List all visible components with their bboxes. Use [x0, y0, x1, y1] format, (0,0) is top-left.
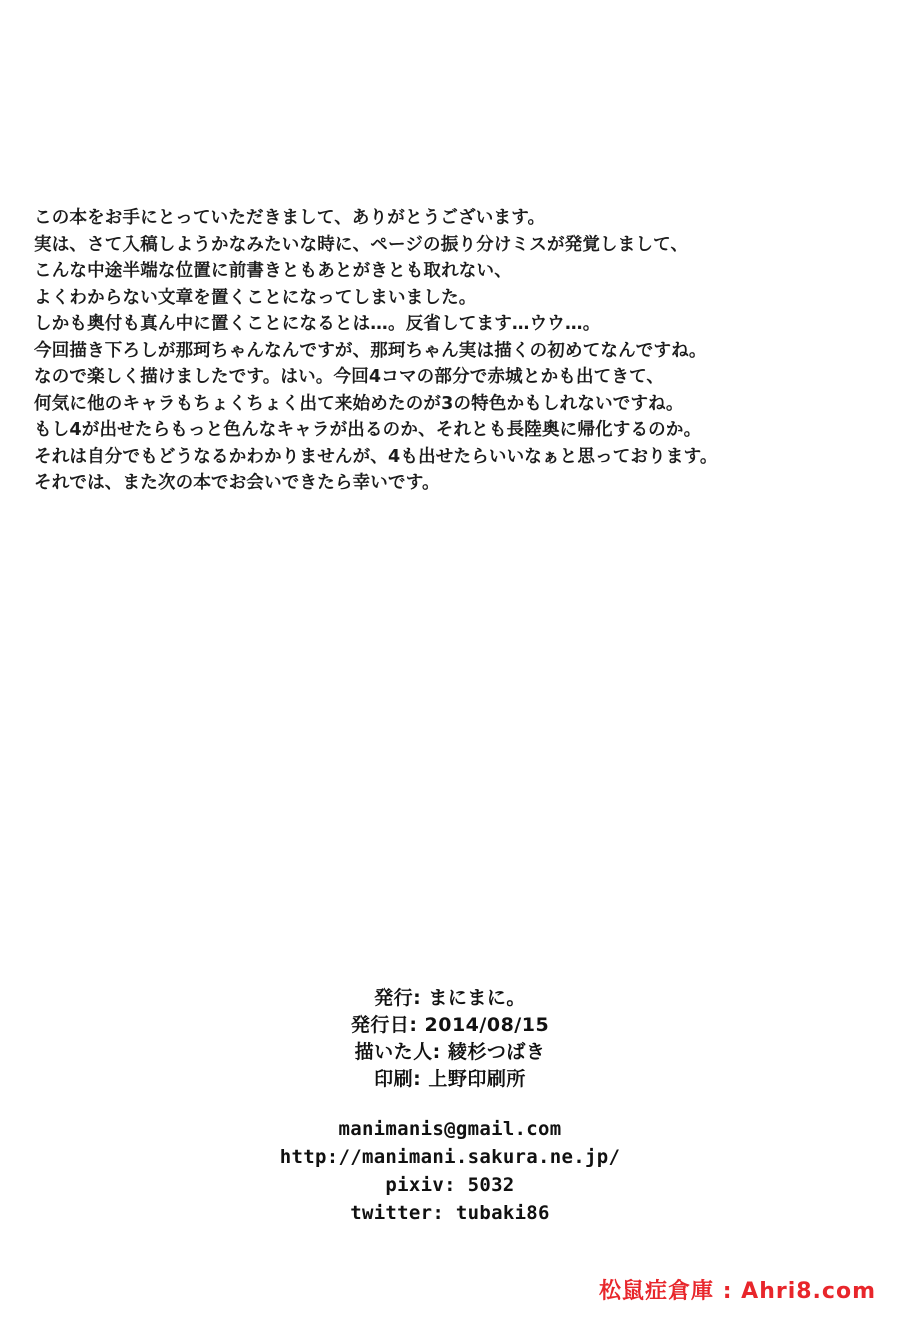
afterword-line: この本をお手にとっていただきまして、ありがとうございます。 — [34, 208, 546, 228]
afterword-line: もし4が出せたらもっと色んなキャラが出るのか、それとも長陸奥に帰化するのか。 — [34, 420, 702, 440]
colophon-spacer — [0, 1093, 900, 1115]
afterword-line: なので楽しく描けましたです。はい。今回4コマの部分で赤城とかも出てきて、 — [34, 367, 665, 387]
afterword-line: しかも奥付も真ん中に置くことになるとは…。反省してます…ウウ…。 — [34, 314, 601, 334]
colophon-printer: 印刷: 上野印刷所 — [374, 1068, 526, 1090]
afterword-line: 今回描き下ろしが那珂ちゃんなんですが、那珂ちゃん実は描くの初めてなんですね。 — [34, 340, 707, 361]
colophon-block — [0, 985, 900, 1227]
afterword-line: こんな中途半端な位置に前書きともあとがきとも取れない、 — [34, 261, 512, 281]
colophon-author: 描いた人: 綾杉つばき — [354, 1041, 546, 1063]
colophon-email: manimanis@gmail.com — [338, 1118, 562, 1140]
colophon-twitter: twitter: tubaki86 — [350, 1202, 550, 1224]
afterword-line: 何気に他のキャラもちょくちょく出て来始めたのが3の特色かもしれないですね。 — [34, 393, 684, 414]
afterword-line: 実は、さて入稿しようかなみたいな時に、ページの振り分けミスが発覚しまして、 — [34, 234, 689, 255]
watermark-label: 松鼠症倉庫 : Ahri8.com — [599, 1279, 876, 1304]
colophon-pixiv: pixiv: 5032 — [385, 1174, 515, 1196]
colophon-website[interactable]: http://manimani.sakura.ne.jp/ — [279, 1146, 621, 1168]
colophon-publisher: 発行: まにまに。 — [374, 987, 526, 1009]
afterword-line: よくわからない文章を置くことになってしまいました。 — [34, 287, 477, 308]
afterword-line: それでは、また次の本でお会いできたら幸いです。 — [34, 473, 440, 493]
afterword-text-block — [34, 205, 874, 497]
afterword-line: それは自分でもどうなるかわかりませんが、4も出せたらいいなぁと思っております。 — [34, 446, 718, 467]
colophon-publish-date: 発行日: 2014/08/15 — [350, 1014, 550, 1036]
